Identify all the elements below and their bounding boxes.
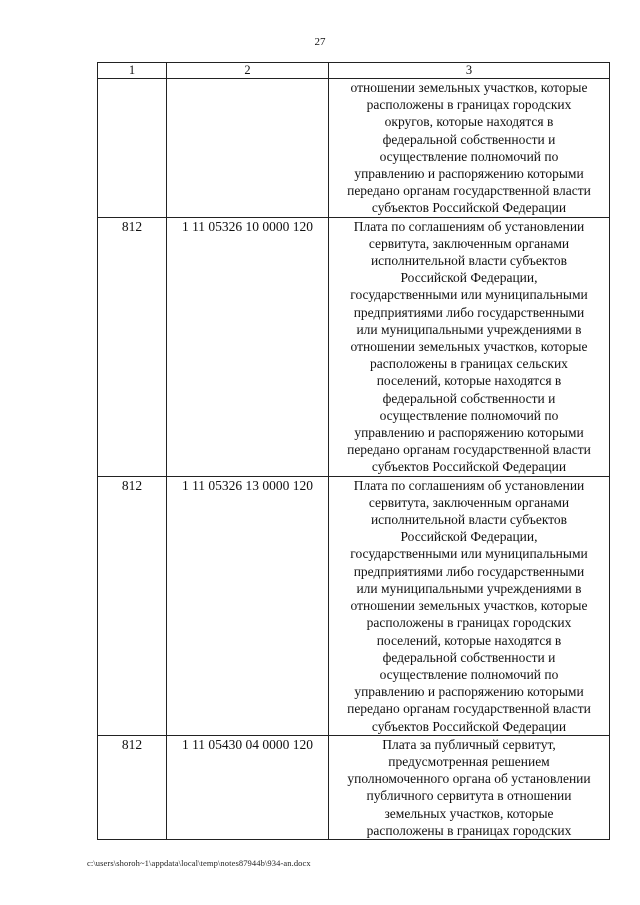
description-line: передано органам государственной власти [347, 701, 591, 717]
description-line: передано органам государственной власти [347, 442, 591, 458]
description-line: предусмотренная решением [388, 753, 550, 769]
admin-code-cell [98, 79, 167, 218]
admin-code-cell: 812 [98, 735, 167, 839]
header-col-3: 3 [329, 63, 610, 79]
description-line: государственными или муниципальными [350, 546, 588, 562]
description-line: поселений, которые находятся в [376, 373, 562, 389]
description-line: Плата по соглашениям об установлении [353, 218, 585, 234]
codes-table [97, 62, 610, 840]
description-line: отношении земельных участков, которые [350, 80, 588, 95]
description-line: исполнительной власти субъектов [370, 253, 568, 269]
description-cell [329, 217, 610, 476]
description-cell [329, 79, 610, 218]
description-line: отношении земельных участков, которые [350, 598, 588, 614]
description-line: предприятиями либо государственными [353, 304, 585, 320]
description-line: Российской Федерации, [400, 270, 538, 286]
page-number: 27 [314, 36, 326, 48]
description-line: уполномоченного органа об установлении [347, 771, 591, 787]
description-line: передано органам государственной власти [347, 183, 591, 199]
income-code-cell: 1 11 05326 10 0000 120 [167, 217, 329, 476]
header-col-2: 2 [167, 63, 329, 79]
description-cell [329, 476, 610, 735]
description-line: субъектов Российской Федерации [371, 718, 567, 734]
description-line: федеральной собственности и [382, 649, 556, 665]
table-row [98, 217, 610, 476]
description-line: осуществление полномочий по [379, 407, 559, 423]
description-line: Плата по соглашениям об установлении [353, 477, 585, 493]
income-code-cell: 1 11 05430 04 0000 120 [167, 735, 329, 839]
income-code-cell [167, 79, 329, 218]
description-line: земельных участков, которые [384, 805, 554, 821]
description-line: сервитута, заключенным органами [368, 235, 570, 251]
description-line: расположены в границах городских [366, 97, 572, 113]
description-line: сервитута, заключенным органами [368, 494, 570, 510]
description-line: федеральной собственности и [382, 390, 556, 406]
description-line: округов, которые находятся в [384, 114, 554, 130]
table-header-row [98, 63, 610, 79]
description-line: Плата за публичный сервитут, [382, 736, 556, 752]
table-row [98, 79, 610, 218]
description-line: осуществление полномочий по [379, 666, 559, 682]
description-line: публичного сервитута в отношении [366, 788, 572, 804]
header-col-1: 1 [98, 63, 167, 79]
description-line: Российской Федерации, [400, 529, 538, 545]
footer-file-path: c:\users\shoroh~1\appdata\local\temp\notes87944b\934-an.docx [87, 858, 311, 868]
description-line: или муниципальными учреждениями в [356, 580, 582, 596]
description-line: поселений, которые находятся в [376, 632, 562, 648]
description-line: субъектов Российской Федерации [371, 200, 567, 216]
income-code-cell: 1 11 05326 13 0000 120 [167, 476, 329, 735]
description-line: федеральной собственности и [382, 131, 556, 147]
table-row [98, 735, 610, 839]
description-line: расположены в границах сельских [370, 356, 568, 372]
admin-code-cell: 812 [98, 476, 167, 735]
description-cell [329, 735, 610, 839]
description-line: исполнительной власти субъектов [370, 512, 568, 528]
description-line: государственными или муниципальными [350, 287, 588, 303]
description-line: осуществление полномочий по [379, 148, 559, 164]
description-line: управлению и распоряжению которыми [354, 166, 584, 182]
description-line: расположены в границах городских [366, 615, 572, 631]
description-line: управлению и распоряжению которыми [354, 425, 584, 441]
description-line: или муниципальными учреждениями в [356, 321, 582, 337]
description-line: субъектов Российской Федерации [371, 459, 567, 475]
description-line: управлению и распоряжению которыми [354, 684, 584, 700]
description-line: расположены в границах городских [366, 822, 572, 838]
table-row [98, 476, 610, 735]
description-line: отношении земельных участков, которые [350, 339, 588, 355]
description-line: предприятиями либо государственными [353, 563, 585, 579]
admin-code-cell: 812 [98, 217, 167, 476]
